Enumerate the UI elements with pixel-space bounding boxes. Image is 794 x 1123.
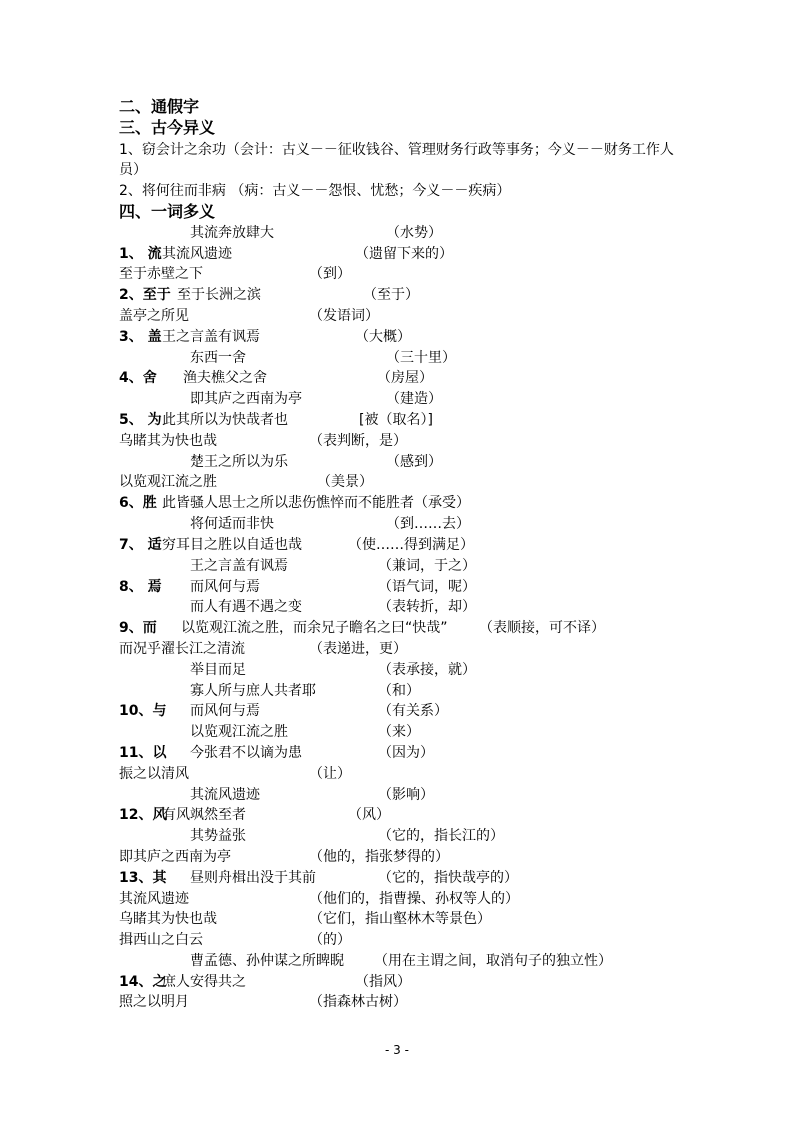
entry-number: 7、 适	[119, 537, 162, 553]
example-sentence: 有风飒然至者	[162, 807, 246, 823]
gujin-item-2: 2、将何往而非病 （病：古义－－怨恨、忧愁；今义－－疾病）	[119, 183, 511, 199]
example-sentence: 其流风遗迹	[119, 891, 189, 907]
meaning-note: [被（取名）]	[359, 412, 433, 428]
meaning-note: （他的，指张梦得的）	[309, 849, 449, 865]
meaning-note: （至于）	[363, 287, 419, 303]
example-sentence: 而风何与焉	[190, 703, 260, 719]
meaning-note: （影响）	[378, 787, 434, 803]
example-sentence: 乌睹其为快也哉	[119, 433, 217, 449]
section-heading-gujin: 三、古今异义	[119, 118, 216, 137]
example-sentence: 即其庐之西南为亭	[119, 849, 231, 865]
meaning-note: （到）	[309, 266, 351, 282]
meaning-note: （来）	[378, 724, 420, 740]
example-sentence: 渔夫樵父之舍	[183, 370, 267, 386]
example-sentence: 此其所以为快哉者也	[162, 412, 288, 428]
meaning-note: （美景）	[317, 474, 373, 490]
example-sentence: 乌睹其为快也哉	[119, 911, 217, 927]
example-sentence: 至于长洲之滨	[177, 287, 261, 303]
meaning-note: （表递进，更）	[309, 641, 407, 657]
entry-number: 1、 流	[119, 246, 162, 262]
example-sentence: 其流风遗迹	[190, 787, 260, 803]
meaning-note: （兼词，于之）	[378, 558, 476, 574]
meaning-note: （表转折，却）	[378, 599, 476, 615]
meaning-note: （因为）	[378, 745, 434, 761]
example-sentence: 寡人所与庶人共者耶	[190, 683, 316, 699]
entry-number: 2、至于	[119, 287, 171, 303]
meaning-note: （它们，指山壑林木等景色）	[309, 911, 491, 927]
entry-number: 8、 焉	[119, 579, 162, 595]
entry-number: 13、其	[119, 870, 167, 886]
example-sentence: 举目而足	[190, 662, 246, 678]
example-sentence: 东西一舍	[190, 350, 246, 366]
example-sentence: 以览观江流之胜	[119, 474, 217, 490]
example-sentence: 即其庐之西南为亭	[190, 391, 302, 407]
meaning-note: （指森林古树）	[309, 994, 407, 1010]
example-sentence: 曹孟德、孙仲谋之所睥睨	[190, 953, 344, 969]
entry-number: 12、风	[119, 807, 167, 823]
example-sentence: 王之言盖有讽焉	[162, 329, 260, 345]
example-sentence: 此皆骚人思士之所以悲伤憔悴而不能胜者（承受）	[162, 495, 470, 511]
example-sentence: 而人有遇不遇之变	[190, 599, 302, 615]
meaning-note: （感到）	[386, 454, 442, 470]
example-sentence: 至于赤壁之下	[119, 266, 203, 282]
section-heading-yici: 四、一词多义	[119, 202, 216, 221]
entry-number: 9、而	[119, 620, 157, 636]
page-number: - 3 -	[385, 1043, 409, 1057]
meaning-note: （房屋）	[377, 370, 433, 386]
meaning-note: （让）	[309, 766, 351, 782]
meaning-note: （表顺接，可不译）	[479, 620, 605, 636]
example-sentence: 其流奔放肆大	[190, 225, 274, 241]
example-sentence: 以览观江流之胜，而余兄子瞻名之曰“快哉”	[181, 620, 448, 636]
example-sentence: 王之言盖有讽焉	[190, 558, 288, 574]
meaning-note: （的）	[309, 932, 351, 948]
entry-number: 14、之	[119, 974, 167, 990]
example-sentence: 楚王之所以为乐	[190, 454, 288, 470]
meaning-note: （和）	[378, 683, 420, 699]
example-sentence: 盖亭之所见	[119, 308, 189, 324]
example-sentence: 其势益张	[190, 828, 246, 844]
example-sentence: 庶人安得共之	[162, 974, 246, 990]
entry-number: 10、与	[119, 703, 167, 719]
example-sentence: 以览观江流之胜	[190, 724, 288, 740]
meaning-note: （水势）	[386, 225, 442, 241]
entry-number: 3、 盖	[119, 329, 162, 345]
entry-number: 4、舍	[119, 370, 157, 386]
example-sentence: 照之以明月	[119, 994, 189, 1010]
meaning-note: （有关系）	[378, 703, 448, 719]
entry-number: 6、胜	[119, 495, 157, 511]
meaning-note: （风）	[348, 807, 390, 823]
meaning-note: （使……得到满足）	[348, 537, 474, 553]
example-sentence: 昼则舟楫出没于其前	[190, 870, 316, 886]
example-sentence: 振之以清风	[119, 766, 189, 782]
meaning-note: （用在主谓之间，取消句子的独立性）	[374, 953, 612, 969]
section-heading-tongjia: 二、通假字	[119, 97, 200, 116]
example-sentence: 今张君不以谪为患	[190, 745, 302, 761]
example-sentence: 穷耳目之胜以自适也哉	[162, 537, 302, 553]
meaning-note: （遗留下来的）	[355, 246, 453, 262]
gujin-item-1-cont: 员）	[119, 162, 147, 178]
example-sentence: 将何适而非快	[190, 516, 274, 532]
meaning-note: （表判断，是）	[309, 433, 407, 449]
meaning-note: （建造）	[386, 391, 442, 407]
gujin-item-1: 1、窃会计之余功（会计：古义－－征收钱谷、管理财务行政等事务；今义－－财务工作人	[119, 142, 674, 158]
meaning-note: （三十里）	[386, 350, 456, 366]
meaning-note: （到……去）	[386, 516, 470, 532]
entry-number: 5、 为	[119, 412, 162, 428]
entry-number: 11、以	[119, 745, 167, 761]
meaning-note: （指风）	[355, 974, 411, 990]
meaning-note: （他们的，指曹操、孙权等人的）	[309, 891, 519, 907]
meaning-note: （它的，指快哉亭的）	[378, 870, 518, 886]
example-sentence: 其流风遗迹	[162, 246, 232, 262]
meaning-note: （发语词）	[309, 308, 379, 324]
meaning-note: （语气词，呢）	[378, 579, 476, 595]
meaning-note: （大概）	[355, 329, 411, 345]
example-sentence: 揖西山之白云	[119, 932, 203, 948]
example-sentence: 而风何与焉	[190, 579, 260, 595]
meaning-note: （表承接，就）	[378, 662, 476, 678]
example-sentence: 而况乎濯长江之清流	[119, 641, 245, 657]
meaning-note: （它的，指长江的）	[378, 828, 504, 844]
